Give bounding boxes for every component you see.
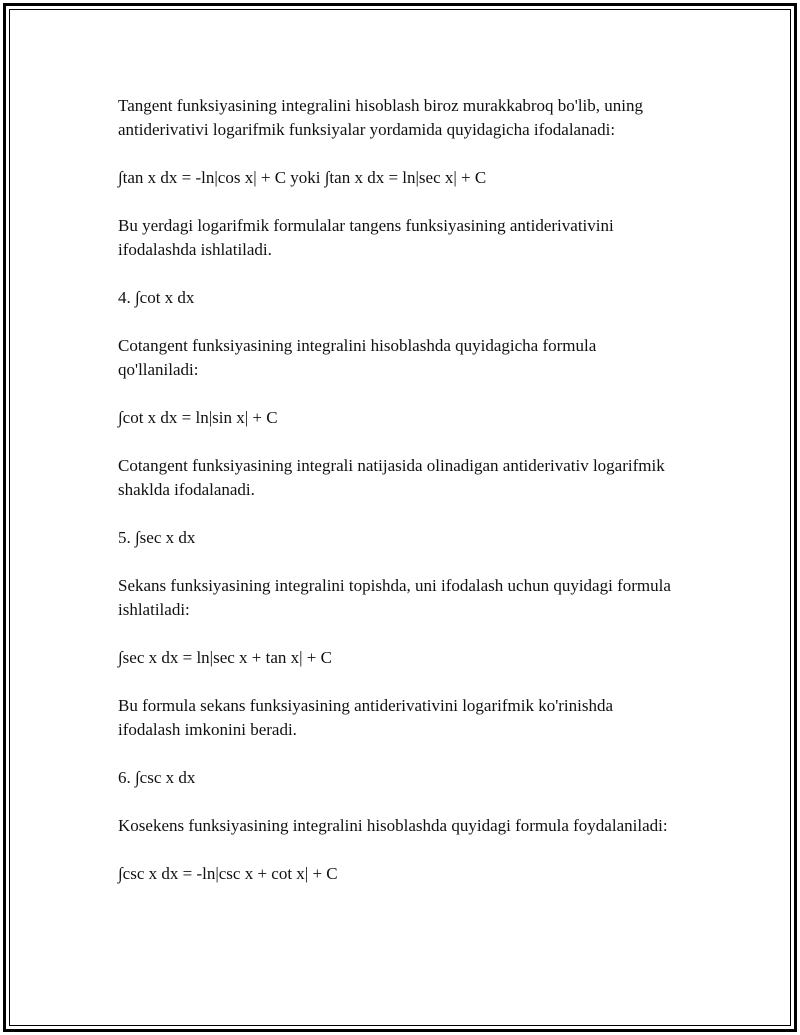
paragraph-tangent-intro: Tangent funksiyasining integralini hisoblash biroz murakkabroq bo'lib, uning antiderivativi logarifmik funksiyalar yordamida quyidagicha ifodalanadi:	[118, 96, 644, 139]
formula-tangent: ∫tan x dx = -ln|cos x| + C yoki ∫tan x dx = ln|sec x| + C	[118, 168, 487, 187]
heading-cotangent: 4. ∫cot x dx	[118, 288, 195, 307]
document-body	[118, 94, 678, 910]
heading-secant: 5. ∫sec x dx	[118, 528, 196, 547]
paragraph-cotangent-intro: Cotangent funksiyasining integralini hisoblashda quyidagicha formula qo'llaniladi:	[118, 336, 597, 379]
paragraph-tangent-note: Bu yerdagi logarifmik formulalar tangens funksiyasining antiderivativini ifodalashda ishlatiladi.	[118, 216, 614, 259]
formula-cotangent: ∫cot x dx = ln|sin x| + C	[118, 408, 278, 427]
paragraph-cotangent-note: Cotangent funksiyasining integrali natijasida olinadigan antiderivativ logarifmik shaklda ifodalanadi.	[118, 456, 665, 499]
paragraph-cosecant-intro: Kosekens funksiyasining integralini hisoblashda quyidagi formula foydalaniladi:	[118, 816, 668, 835]
formula-cosecant: ∫csc x dx = -ln|csc x + cot x| + C	[118, 864, 338, 883]
heading-cosecant: 6. ∫csc x dx	[118, 768, 196, 787]
paragraph-secant-intro: Sekans funksiyasining integralini topishda, uni ifodalash uchun quyidagi formula ishlatiladi:	[118, 576, 671, 619]
formula-secant: ∫sec x dx = ln|sec x + tan x| + C	[118, 648, 332, 667]
paragraph-secant-note: Bu formula sekans funksiyasining antiderivativini logarifmik ko'rinishda ifodalash imkonini beradi.	[118, 696, 614, 739]
